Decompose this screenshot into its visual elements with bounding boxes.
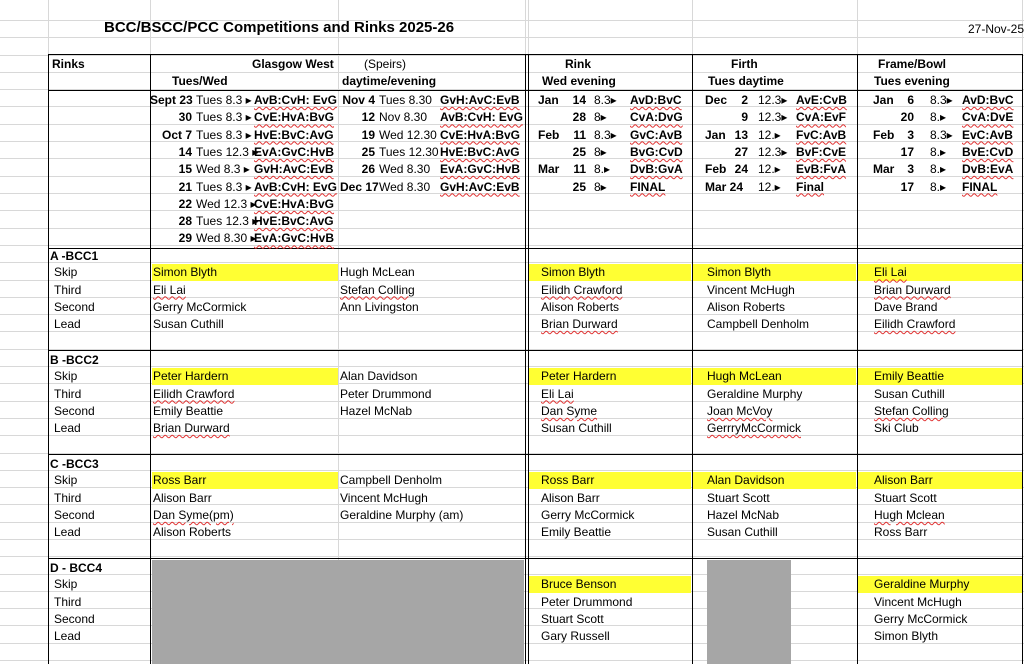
rink-time: 8.3▸ bbox=[594, 127, 617, 142]
player-name: Vincent McHugh bbox=[874, 594, 962, 609]
grid-row-line bbox=[0, 72, 1024, 73]
header-tues-evening: Tues evening bbox=[874, 74, 950, 88]
player-name: Eilidh Crawford bbox=[874, 317, 956, 332]
player-name: Vincent McHugh bbox=[340, 490, 428, 505]
player-name: Eli Lai bbox=[541, 386, 574, 401]
player-name: Gary Russell bbox=[541, 629, 610, 644]
fb-day: 3 bbox=[907, 127, 914, 142]
rink-time: 8▸ bbox=[594, 144, 607, 159]
rink-match: DvB:GvA bbox=[630, 162, 683, 177]
gw-match: GvH:AvC:EvB bbox=[254, 162, 334, 177]
border-rink-separator bbox=[48, 350, 1023, 351]
player-name: Stuart Scott bbox=[541, 611, 604, 626]
fb-day: 17 bbox=[900, 144, 914, 159]
player-name: Alison Roberts bbox=[541, 299, 620, 314]
header-frame-bowl: Frame/Bowl bbox=[878, 57, 947, 71]
border-column bbox=[857, 54, 858, 664]
rink-day: 11 bbox=[573, 127, 586, 142]
rink-day: 28 bbox=[572, 110, 586, 125]
fb-month: Feb bbox=[873, 127, 895, 142]
fb-month: Jan bbox=[873, 93, 894, 107]
fb-time: 8.▸ bbox=[930, 144, 947, 159]
fb-day: 3 bbox=[907, 162, 914, 177]
header-glasgow-west: Glasgow West bbox=[252, 57, 334, 71]
sp-match: AvB:CvH: EvG bbox=[440, 110, 523, 125]
fb-match: FINAL bbox=[962, 179, 998, 194]
fb-match: DvB:EvA bbox=[962, 162, 1014, 177]
fb-match: AvD:BvC bbox=[962, 93, 1014, 107]
player-name: Geraldine Murphy bbox=[874, 577, 970, 592]
sp-match: GvH:AvC:EvB bbox=[440, 93, 520, 107]
sp-date: Dec 17 bbox=[340, 179, 379, 194]
rink-label: A -BCC1 bbox=[50, 249, 99, 263]
rink-time: 8.▸ bbox=[594, 162, 611, 177]
player-name: Alan Davidson bbox=[707, 473, 785, 488]
player-name: Ross Barr bbox=[153, 473, 207, 488]
gw-time: Tues 12.3 ▸ bbox=[196, 214, 259, 229]
firth-day: 13 bbox=[734, 127, 748, 142]
fb-month: Mar bbox=[873, 162, 895, 177]
position-label: Lead bbox=[54, 629, 81, 644]
header-rink: Rink bbox=[565, 57, 592, 71]
rink-match: CvA:DvG bbox=[630, 110, 683, 125]
rink-month: Mar bbox=[538, 162, 560, 177]
rink-day: 25 bbox=[572, 144, 586, 159]
sp-time: Wed 8.30 bbox=[379, 162, 431, 177]
sp-date: 19 bbox=[361, 127, 375, 142]
header-rinks: Rinks bbox=[52, 57, 85, 71]
fb-time: 8.▸ bbox=[930, 162, 947, 177]
player-name: Alison Barr bbox=[153, 490, 212, 505]
sp-time: Tues 8.30 bbox=[379, 93, 432, 107]
gw-date: 29 bbox=[178, 231, 192, 246]
player-name: Peter Hardern bbox=[541, 369, 617, 384]
player-name: Ann Livingston bbox=[340, 299, 419, 314]
rink-label: B -BCC2 bbox=[50, 353, 99, 367]
firth-match: Final bbox=[796, 179, 825, 194]
player-name: Ross Barr bbox=[874, 525, 928, 540]
border-header bbox=[48, 90, 1023, 91]
firth-time: 12.3▸ bbox=[758, 110, 788, 125]
rink-match: FINAL bbox=[630, 179, 666, 194]
rink-day: 25 bbox=[572, 179, 586, 194]
position-label: Skip bbox=[54, 265, 78, 280]
fb-match: CvA:DvE bbox=[962, 110, 1014, 125]
position-label: Skip bbox=[54, 577, 78, 592]
player-name: Simon Blyth bbox=[707, 265, 772, 280]
fb-day: 6 bbox=[907, 93, 914, 107]
gw-date: 14 bbox=[178, 144, 192, 159]
sp-time: Nov 8.30 bbox=[379, 110, 428, 125]
position-label: Lead bbox=[54, 421, 81, 436]
firth-time: 12.3▸ bbox=[758, 144, 788, 159]
firth-match: CvA:EvF bbox=[796, 110, 847, 125]
player-name: Hugh McLean bbox=[707, 369, 782, 384]
player-name: Eli Lai bbox=[153, 282, 186, 297]
fb-time: 8.3▸ bbox=[930, 93, 953, 107]
grid-row-line bbox=[0, 366, 1024, 367]
sp-match: HvE:BvC:AvG bbox=[440, 144, 520, 159]
fb-time: 8.▸ bbox=[930, 110, 947, 125]
fb-match: EvC:AvB bbox=[962, 127, 1013, 142]
sp-match: EvA:GvC:HvB bbox=[440, 162, 521, 177]
sp-date: 25 bbox=[361, 144, 375, 159]
sp-time: Wed 12.30 bbox=[379, 127, 437, 142]
firth-month: Dec bbox=[705, 93, 728, 107]
player-name: Bruce Benson bbox=[541, 577, 617, 592]
fb-day: 17 bbox=[900, 179, 914, 194]
rink-label: D - BCC4 bbox=[50, 561, 103, 575]
fb-time: 8.3▸ bbox=[930, 127, 953, 142]
gw-match: AvB:CvH: EvG bbox=[254, 93, 337, 107]
position-label: Third bbox=[54, 490, 82, 505]
border-column bbox=[48, 54, 49, 664]
rink-match: AvD:BvC bbox=[630, 93, 682, 107]
player-name: Alison Barr bbox=[541, 490, 600, 505]
border-rink-separator bbox=[48, 454, 1023, 455]
player-name: Alison Roberts bbox=[707, 299, 786, 314]
header-wed-evening: Wed evening bbox=[542, 74, 616, 88]
grid-row-line bbox=[0, 556, 1024, 557]
firth-day bbox=[726, 179, 748, 196]
gw-time: Tues 12.3 ▸ bbox=[196, 144, 259, 159]
player-name: Susan Cuthill bbox=[707, 525, 778, 540]
sp-time: Tues 12.30 bbox=[379, 144, 439, 159]
firth-day: 9 bbox=[741, 110, 748, 125]
player-name: Ski Club bbox=[874, 421, 919, 436]
firth-match: EvB:FvA bbox=[796, 162, 847, 177]
player-name: Alan Davidson bbox=[340, 369, 418, 384]
sp-match: CvE:HvA:BvG bbox=[440, 127, 521, 142]
player-name: Emily Beattie bbox=[153, 403, 224, 418]
gw-time: Tues 8.3 ▸ bbox=[196, 179, 252, 194]
player-name: Stefan Colling bbox=[874, 403, 949, 418]
gw-time: Wed 8.30 ▸ bbox=[196, 231, 257, 246]
rink-day: 11 bbox=[573, 162, 586, 177]
sp-date: 26 bbox=[361, 162, 375, 177]
gw-match: EvA:GvC:HvB bbox=[254, 231, 335, 246]
header-speirs: (Speirs) bbox=[364, 57, 407, 71]
sheet-date: 27-Nov-25 bbox=[968, 22, 1024, 36]
border-top bbox=[48, 54, 1023, 55]
player-name: Emily Beattie bbox=[541, 525, 612, 540]
grid-row-line bbox=[0, 470, 1024, 471]
rink-label: C -BCC3 bbox=[50, 457, 99, 471]
position-label: Second bbox=[54, 611, 95, 626]
gw-date: 21 bbox=[178, 179, 192, 194]
player-name: Eli Lai bbox=[874, 265, 907, 280]
gw-match: AvB:CvH: EvG bbox=[254, 179, 337, 194]
sp-date: Nov 4 bbox=[342, 93, 375, 107]
player-name: Dave Brand bbox=[874, 299, 938, 314]
fb-time: 8.▸ bbox=[930, 179, 947, 194]
firth-day: 2 bbox=[741, 93, 748, 107]
gw-time: Tues 8.3 ▸ bbox=[196, 93, 252, 107]
gw-date: 15 bbox=[178, 162, 192, 177]
player-name: Geraldine Murphy bbox=[707, 386, 803, 401]
player-name: Stefan Colling bbox=[340, 282, 415, 297]
player-name: Peter Hardern bbox=[153, 369, 229, 384]
player-name: Geraldine Murphy (am) bbox=[340, 507, 464, 522]
border-column bbox=[528, 54, 529, 664]
firth-match: BvF:CvE bbox=[796, 144, 847, 159]
player-name: Stuart Scott bbox=[874, 490, 937, 505]
sp-date: 12 bbox=[361, 110, 375, 125]
gw-match: CvE:HvA:BvG bbox=[254, 196, 335, 211]
player-name: Eilidh Crawford bbox=[153, 386, 235, 401]
gw-time: Tues 8.3 ▸ bbox=[196, 127, 252, 142]
firth-match: FvC:AvB bbox=[796, 127, 847, 142]
position-label: Third bbox=[54, 594, 82, 609]
header-tues-daytime: Tues daytime bbox=[708, 74, 784, 88]
player-name: Dan Syme bbox=[541, 403, 598, 418]
player-name: Simon Blyth bbox=[541, 265, 606, 280]
firth-month: Jan bbox=[705, 127, 726, 142]
gw-time: Wed 12.3 ▸ bbox=[196, 196, 257, 211]
player-name: Eilidh Crawford bbox=[541, 282, 623, 297]
player-name: Ross Barr bbox=[541, 473, 595, 488]
player-name: Campbell Denholm bbox=[707, 317, 810, 332]
player-name: Simon Blyth bbox=[874, 629, 939, 644]
firth-time: 12.3▸ bbox=[758, 93, 788, 107]
player-name: Gerry McCormick bbox=[874, 611, 968, 626]
firth-day: 27 bbox=[734, 144, 748, 159]
player-name: Joan McVoy bbox=[707, 403, 773, 418]
sp-match: GvH:AvC:EvB bbox=[440, 179, 520, 194]
rink-time: 8▸ bbox=[594, 110, 607, 125]
player-name: Gerry McCormick bbox=[153, 299, 247, 314]
position-label: Skip bbox=[54, 473, 78, 488]
position-label: Third bbox=[54, 386, 82, 401]
grid-row-line bbox=[0, 55, 1024, 56]
border-column bbox=[525, 54, 526, 664]
player-name: Stuart Scott bbox=[707, 490, 770, 505]
player-name: GerrryMcCormick bbox=[707, 421, 801, 436]
player-name: Susan Cuthill bbox=[874, 386, 945, 401]
player-name: Brian Durward bbox=[874, 282, 951, 297]
fb-match: BvE:CvD bbox=[962, 144, 1014, 159]
player-name: Vincent McHugh bbox=[707, 282, 795, 297]
player-name: Campbell Denholm bbox=[340, 473, 443, 488]
position-label: Second bbox=[54, 507, 95, 522]
gw-match: HvE:BvC:AvG bbox=[254, 214, 334, 229]
rink-month: Feb bbox=[538, 127, 560, 142]
firth-day: 24 bbox=[734, 162, 748, 177]
firth-time: 12.▸ bbox=[758, 162, 781, 177]
player-name: Hugh McLean bbox=[340, 265, 415, 280]
player-name: Susan Cuthill bbox=[541, 421, 612, 436]
position-label: Skip bbox=[54, 369, 78, 384]
player-name: Alison Roberts bbox=[153, 525, 232, 540]
firth-month: Mar 24 bbox=[705, 179, 744, 194]
header-daytime-evening: daytime/evening bbox=[342, 74, 437, 88]
gw-date: Sept 23 bbox=[150, 93, 193, 107]
gw-date: 30 bbox=[178, 110, 192, 125]
position-label: Lead bbox=[54, 317, 81, 332]
position-label: Second bbox=[54, 299, 95, 314]
gw-time: Tues 8.3 ▸ bbox=[196, 110, 252, 125]
gw-match: EvA:GvC:HvB bbox=[254, 144, 335, 159]
player-name: Peter Drummond bbox=[541, 594, 633, 609]
rink-time: 8▸ bbox=[594, 179, 607, 194]
fb-day: 20 bbox=[900, 110, 914, 125]
player-name: Brian Durward bbox=[541, 317, 618, 332]
sp-time: Wed 8.30 bbox=[379, 179, 431, 194]
border-rink-separator bbox=[48, 248, 1023, 249]
player-name: Peter Drummond bbox=[340, 386, 432, 401]
player-name: Dan Syme(pm) bbox=[153, 507, 234, 522]
player-name: Alison Barr bbox=[874, 473, 933, 488]
player-name: Susan Cuthill bbox=[153, 317, 224, 332]
gw-time: Wed 8.3 ▸ bbox=[196, 162, 250, 177]
player-name: Simon Blyth bbox=[153, 265, 218, 280]
player-name: Hazel McNab bbox=[340, 403, 413, 418]
grey-block bbox=[152, 560, 524, 664]
grid-row-line bbox=[0, 262, 1024, 263]
gw-match: CvE:HvA:BvG bbox=[254, 110, 335, 125]
position-label: Lead bbox=[54, 525, 81, 540]
player-name: Hugh Mclean bbox=[874, 507, 945, 522]
header-firth: Firth bbox=[731, 57, 758, 71]
border-column bbox=[692, 54, 693, 664]
gw-match: HvE:BvC:AvG bbox=[254, 127, 334, 142]
player-name: Gerry McCormick bbox=[541, 507, 635, 522]
firth-month: Feb bbox=[705, 162, 727, 177]
rink-month: Jan bbox=[538, 93, 559, 107]
gw-date: Oct 7 bbox=[161, 127, 192, 142]
position-label: Third bbox=[54, 282, 82, 297]
player-name: Emily Beattie bbox=[874, 369, 945, 384]
player-name: Hazel McNab bbox=[707, 507, 780, 522]
rink-day: 14 bbox=[572, 93, 586, 107]
rink-time: 8.3▸ bbox=[594, 93, 617, 107]
player-name: Brian Durward bbox=[153, 421, 230, 436]
border-rink-separator bbox=[48, 558, 1023, 559]
firth-match: AvE:CvB bbox=[796, 93, 847, 107]
gw-date: 22 bbox=[178, 196, 192, 211]
border-column bbox=[1022, 54, 1023, 664]
firth-time: 12.▸ bbox=[758, 127, 781, 142]
grey-block bbox=[707, 560, 791, 664]
position-label: Second bbox=[54, 403, 95, 418]
header-tues-wed: Tues/Wed bbox=[172, 74, 228, 88]
gw-date: 28 bbox=[178, 214, 192, 229]
sheet-title: BCC/BSCC/PCC Competitions and Rinks 2025-26 bbox=[104, 19, 455, 36]
rink-match: GvC:AvB bbox=[630, 127, 683, 142]
firth-time: 12.▸ bbox=[758, 179, 781, 194]
rink-match: BvG:CvD bbox=[630, 144, 683, 159]
